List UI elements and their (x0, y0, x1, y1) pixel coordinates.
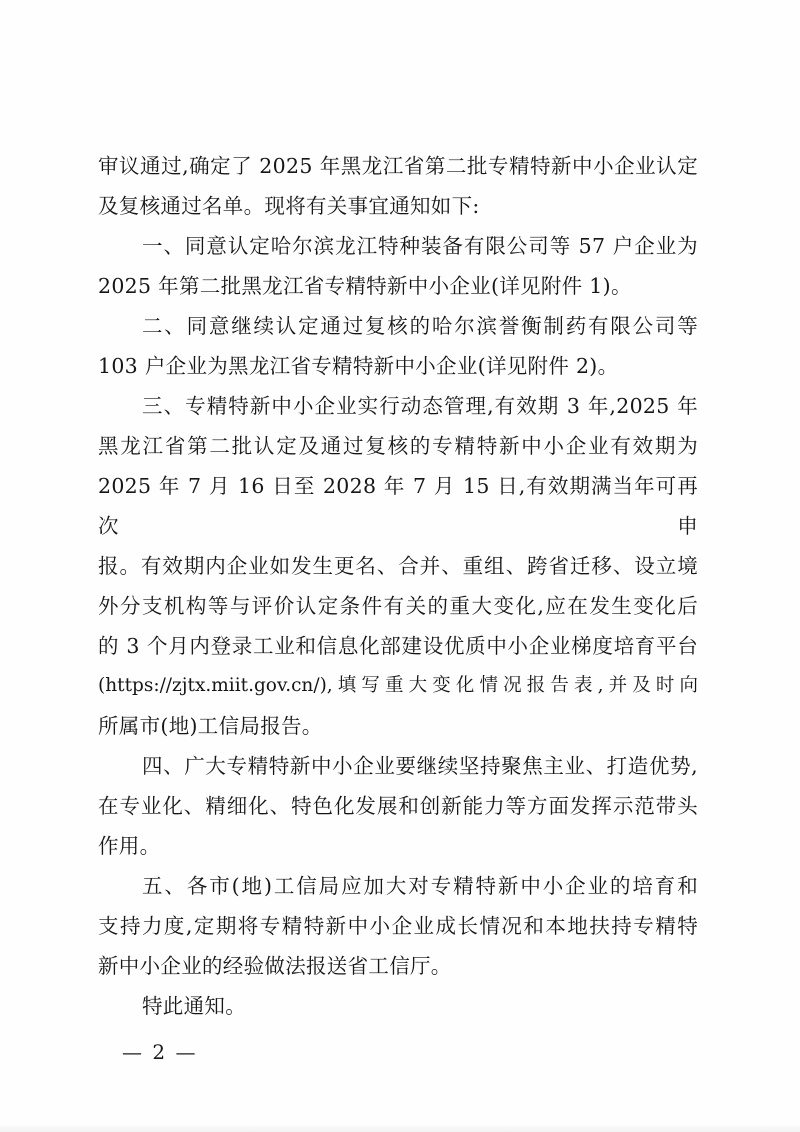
notice-line: 及复核通过名单。现将有关事宜通知如下: (98, 194, 480, 218)
notice-line: (https://zjtx.miit.gov.cn/),填写重大变化情况报告表,并及时向 (98, 675, 698, 696)
notice-line: 报。有效期内企业如发生更名、合并、重组、跨省迁移、设立境 (98, 554, 698, 578)
scan-edge-shadow (0, 1124, 800, 1132)
notice-line: 三、专精特新中小企业实行动态管理,有效期 3 年,2025 年 (142, 394, 698, 418)
notice-line: 黑龙江省第二批认定及通过复核的专精特新中小企业有效期为 (98, 434, 698, 458)
notice-line: 在专业化、精细化、特色化发展和创新能力等方面发挥示范带头 (98, 794, 698, 818)
notice-line: 支持力度,定期将专精特新中小企业成长情况和本地扶持专精特 (98, 914, 698, 938)
notice-line: 二、同意继续认定通过复核的哈尔滨誉衡制药有限公司等 (142, 314, 698, 338)
notice-line: 特此通知。 (142, 994, 246, 1018)
notice-line: 所属市(地)工信局报告。 (98, 714, 323, 738)
notice-line: 审议通过,确定了 2025 年黑龙江省第二批专精特新中小企业认定 (98, 154, 698, 178)
notice-line: 外分支机构等与评价认定条件有关的重大变化,应在发生变化后 (98, 594, 698, 618)
notice-line: 新中小企业的经验做法报送省工信厅。 (98, 954, 452, 978)
page-number: — 2 — (122, 1040, 198, 1064)
notice-line: 作用。 (98, 834, 161, 858)
notice-line: 的 3 个月内登录工业和信息化部建设优质中小企业梯度培育平台 (98, 634, 698, 658)
notice-line: 五、各市(地)工信局应加大对专精特新中小企业的培育和 (142, 874, 698, 898)
notice-line: 103 户企业为黑龙江省专精特新中小企业(详见附件 2)。 (98, 354, 619, 378)
notice-line: 2025 年 7 月 16 日至 2028 年 7 月 15 日,有效期满当年可再次申 (98, 474, 698, 538)
notice-body (98, 146, 698, 1026)
notice-line: 2025 年第二批黑龙江省专精特新中小企业(详见附件 1)。 (98, 274, 632, 298)
notice-line: 四、广大专精特新中小企业要继续坚持聚焦主业、打造优势, (142, 754, 698, 778)
notice-line: 一、同意认定哈尔滨龙江特种装备有限公司等 57 户企业为 (142, 234, 698, 258)
